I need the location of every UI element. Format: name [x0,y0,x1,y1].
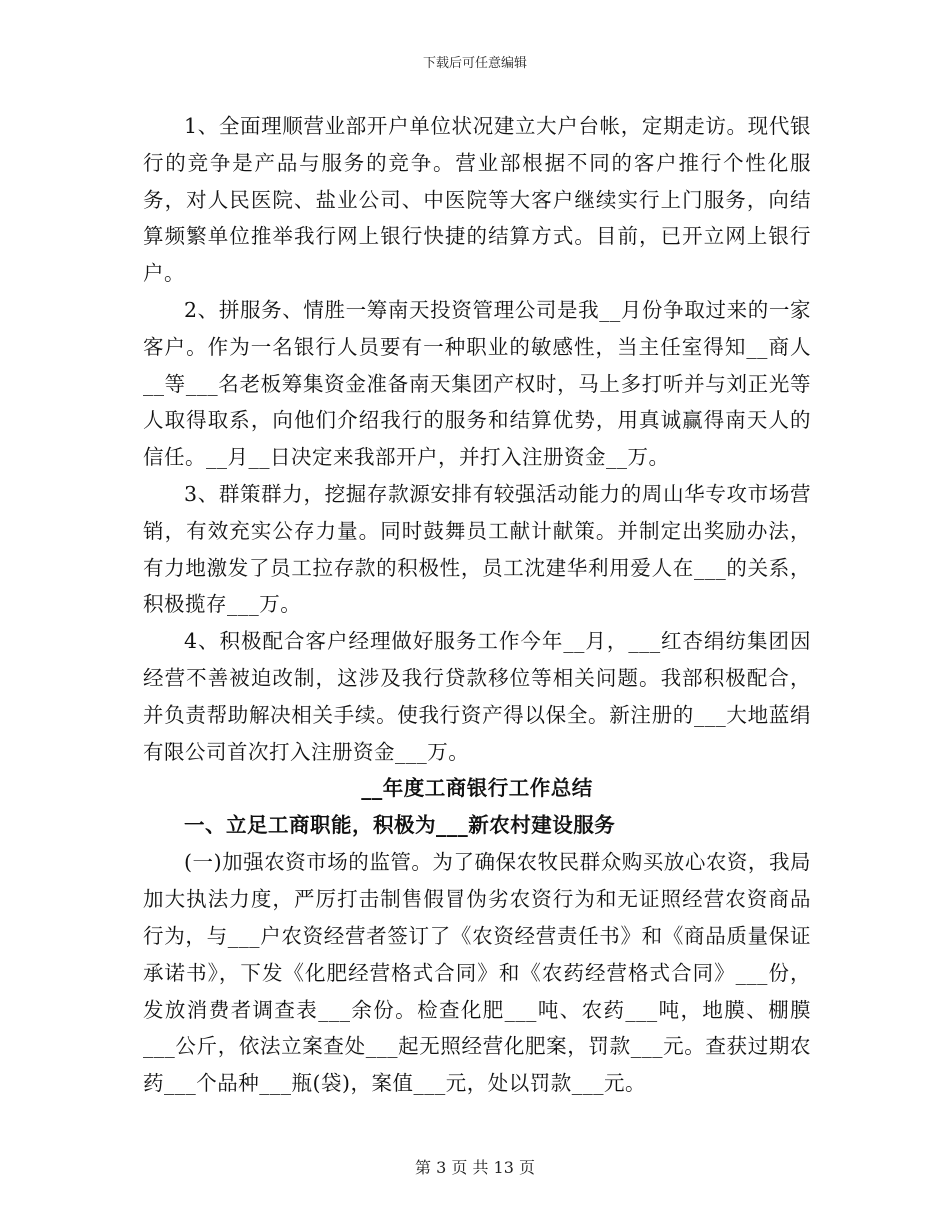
paragraph-2: 2、拼服务、情胜一筹南天投资管理公司是我__月份争取过来的一家客户。作为一名银行人员要有一种职业的敏感性，当主任室得知__商人__等___名老板筹集资金准备南天集团产权时，马上多打听并与刘正光等人取得取系，向他们介绍我行的服务和结算优势，用真诚赢得南天人的信任。__月__日决定来我部开户，并打入注册资金__万。 [143,297,811,470]
paragraph-3: 3、群策群力，挖掘存款源安排有较强活动能力的周山华专攻市场营销，有效充实公存力量。同时鼓舞员工献计献策。并制定出奖励办法，有力地激发了员工拉存款的积极性，员工沈建华利用爱人在___的关系，积极揽存___万。 [143,481,811,617]
page-header: 下载后可任意编辑 [422,56,527,71]
section-heading: 一、立足工商职能，积极为___新农村建设服务 [184,813,616,838]
page-footer: 第 3 页 共 13 页 [415,1158,535,1177]
paragraph-4: 4、积极配合客户经理做好服务工作今年__月，___红杏绢纺集团因经营不善被迫改制，这涉及我行贷款移位等相关问题。我部积极配合，并负责帮助解决相关手续。使我行资产得以保全。新注册的___大地蓝绢有限公司首次打入注册资金___万。 [143,629,811,764]
paragraph-1: 1、全面理顺营业部开户单位状况建立大户台帐，定期走访。现代银行的竞争是产品与服务的竞争。营业部根据不同的客户推行个性化服务，对人民医院、盐业公司、中医院等大客户继续实行上门服务，向结算频繁单位推举我行网上银行快捷的结算方式。目前，已开立网上银行户。 [143,114,811,286]
document-body [143,108,811,1102]
document-title: __年度工商银行工作总结 [361,776,593,801]
section-paragraph: (一)加强农资市场的监管。为了确保农牧民群众购买放心农资，我局加大执法力度，严厉打击制售假冒伪劣农资行为和无证照经营农资商品行为，与___户农资经营者签订了《农资经营责任书》和《商品质量保证承诺书》，下发《化肥经营格式合同》和《农药经营格式合同》___份，发放消费者调查表___余份。检查化肥___吨、农药___吨，地膜、棚膜___公斤，依法立案查处___起无照经营化肥案，罚款___元。查获过期农药___个品种___瓶(袋)，案值___元，处以罚款___元。 [143,850,811,1096]
